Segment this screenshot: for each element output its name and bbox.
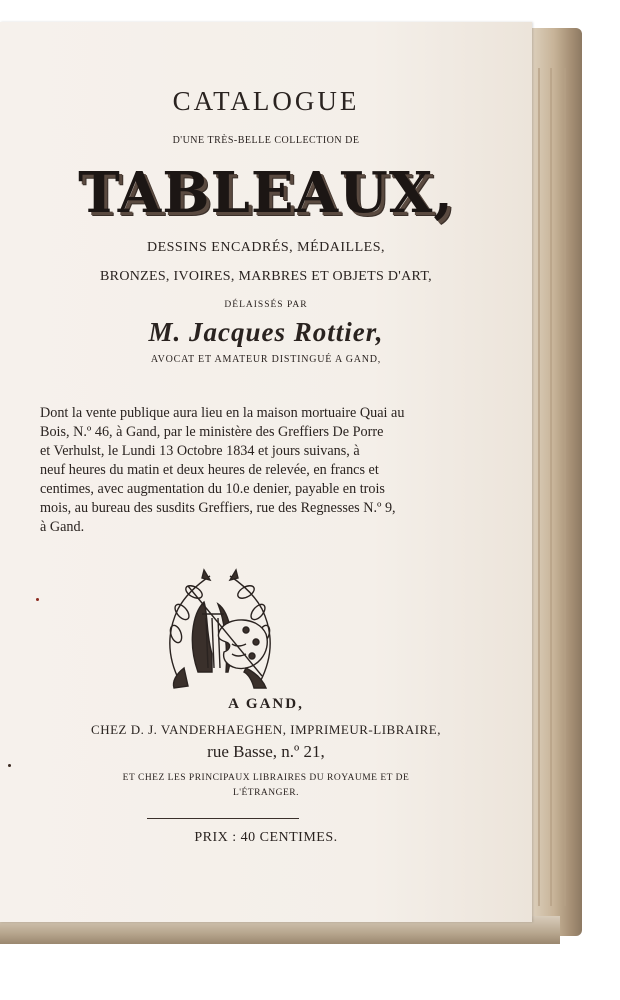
foxing-spot — [8, 764, 11, 767]
catalogue-heading: CATALOGUE — [172, 86, 360, 116]
imprint-other-booksellers-cont: L'ÉTRANGER. — [232, 788, 300, 798]
page-edge-line — [564, 68, 566, 906]
imprint-city: A GAND, — [228, 696, 304, 712]
imprint-address: rue Basse, n.º 21, — [207, 742, 325, 761]
sale-line: Bois, N.º 46, à Gand, par le ministère des Greffiers De Porre — [40, 424, 384, 440]
foxing-spot — [36, 598, 39, 601]
owner-description: AVOCAT ET AMATEUR DISTINGUÉ A GAND, — [150, 354, 382, 365]
contents-line-2: BRONZES, IVOIRES, MARBRES ET OBJETS D'ART, — [100, 269, 432, 284]
price-line: PRIX : 40 CENTIMES. — [194, 830, 338, 845]
imprint-other-booksellers: ET CHEZ LES PRINCIPAUX LIBRAIRES DU ROYAUME ET DE — [122, 773, 410, 783]
sale-line: mois, au bureau des susdits Greffiers, rue des Regnesses N.º 9, — [40, 500, 396, 516]
sale-line: neuf heures du matin et deux heures de relevée, en francs et — [40, 462, 379, 478]
page-edge-line — [550, 68, 552, 906]
tableaux-heading: TABLEAUX, — [78, 160, 454, 226]
divider-rule — [147, 818, 299, 819]
owner-name: M. Jacques Rottier, — [148, 317, 384, 347]
sale-paragraph — [40, 404, 422, 537]
imprint-printer: CHEZ D. J. VANDERHAEGHEN, IMPRIMEUR-LIBRAIRE, — [91, 722, 441, 737]
page-edge-line — [538, 68, 540, 906]
title-page — [0, 22, 532, 922]
sale-line: et Verhulst, le Lundi 13 Octobre 1834 et jours suivans, à — [40, 443, 360, 459]
collection-subtitle: D'UNE TRÈS-BELLE COLLECTION DE — [172, 135, 360, 146]
lyre-palette-wreath-icon — [158, 564, 282, 692]
sale-line: Dont la vente publique aura lieu en la maison mortuaire Quai au — [40, 405, 405, 421]
contents-line-1: DESSINS ENCADRÉS, MÉDAILLES, — [146, 240, 385, 255]
sale-line: à Gand. — [40, 519, 85, 535]
sale-line: centimes, avec augmentation du 10.e denier, payable en trois — [40, 481, 385, 497]
owner-intro: DÉLAISSÉS PAR — [224, 300, 308, 310]
